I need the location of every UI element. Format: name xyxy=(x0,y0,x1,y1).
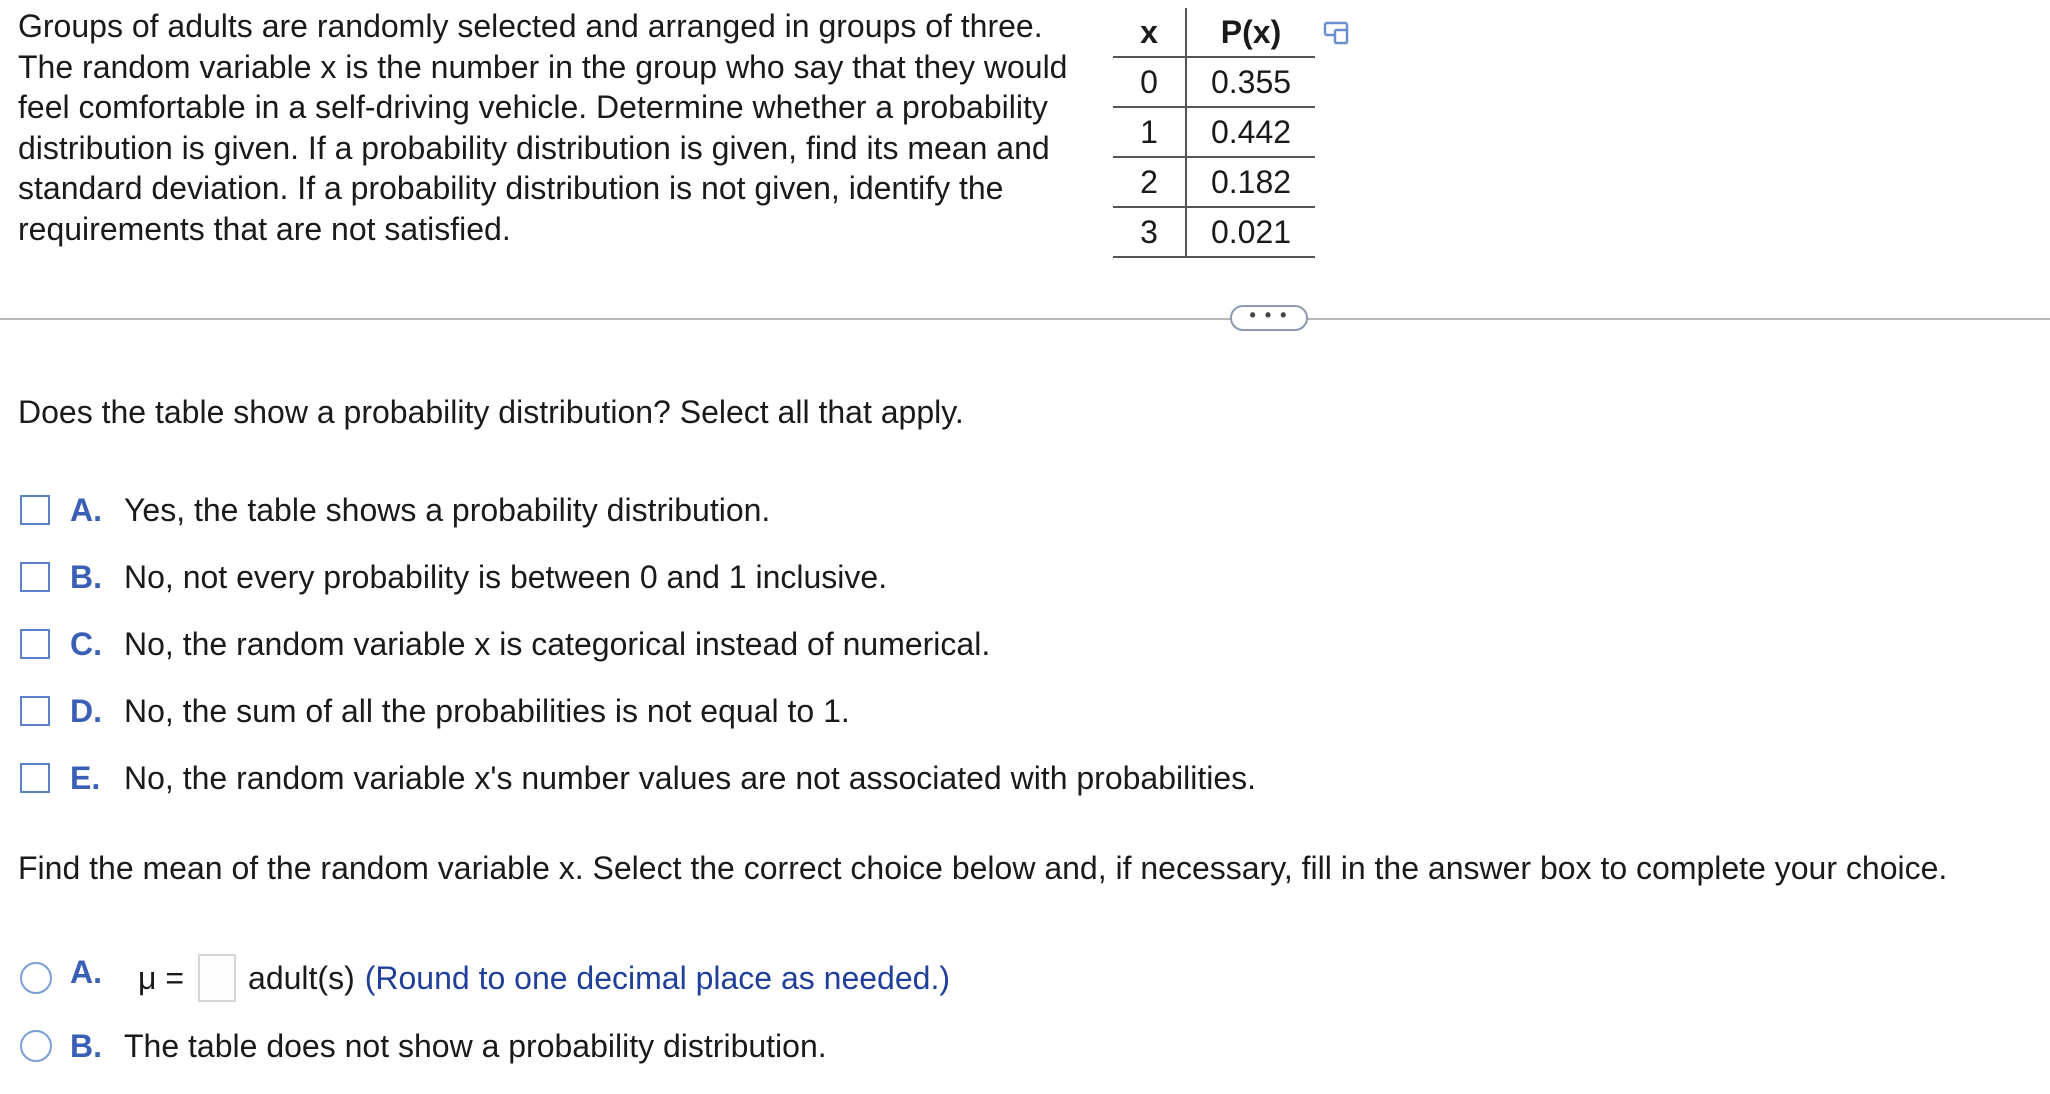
section-divider xyxy=(0,318,2050,320)
problem-text: Groups of adults are randomly selected and arranged in groups of three. The random variable x is the number in the group who say that they would feel comfortable in a self-driving vehicle. Determine whether a probability distribution is given. If a probability distribution is given, find its mean and standard deviation. If a probability distribution is not given, identify the requirements that are not satisfied. xyxy=(18,8,1068,247)
expand-more-button[interactable]: • • • xyxy=(1230,305,1308,331)
question-2-prompt: Find the mean of the random variable x. Select the correct choice below and, if necessary, fill in the answer box to complete your choice. xyxy=(18,850,1948,886)
checkbox[interactable] xyxy=(20,629,50,659)
table-row xyxy=(1113,107,1315,157)
table-cell-x: 2 xyxy=(1113,157,1186,207)
radio-button[interactable] xyxy=(20,962,52,994)
table-header-px: P(x) xyxy=(1186,8,1315,57)
option-b-radio-row[interactable] xyxy=(20,1026,827,1066)
table-cell-px: 0.182 xyxy=(1186,157,1315,207)
checkbox[interactable] xyxy=(20,763,50,793)
table-row xyxy=(1113,157,1315,207)
table-cell-x: 3 xyxy=(1113,207,1186,257)
option-text: No, the random variable x's number values are not associated with probabilities. xyxy=(124,759,1257,796)
option-text: No, the random variable x is categorical instead of numerical. xyxy=(124,625,991,662)
mean-answer-input[interactable] xyxy=(198,954,236,1002)
probability-table xyxy=(1113,8,1315,258)
checkbox[interactable] xyxy=(20,562,50,592)
table-cell-px: 0.355 xyxy=(1186,57,1315,107)
table-cell-px: 0.442 xyxy=(1186,107,1315,157)
table-header-x: x xyxy=(1113,8,1186,57)
option-a-checkbox-row[interactable] xyxy=(20,490,770,530)
option-b-checkbox-row[interactable] xyxy=(20,557,887,597)
table-cell-px: 0.021 xyxy=(1186,207,1315,257)
option-e-checkbox-row[interactable] xyxy=(20,758,1256,798)
option-text: No, the sum of all the probabilities is not equal to 1. xyxy=(124,692,850,729)
option-letter: B. xyxy=(70,558,102,595)
unit-label: adult(s) xyxy=(248,959,355,996)
checkbox[interactable] xyxy=(20,495,50,525)
option-letter: C. xyxy=(70,625,102,662)
option-d-checkbox-row[interactable] xyxy=(20,691,850,731)
option-text: Yes, the table shows a probability distribution. xyxy=(124,491,771,528)
option-letter: E. xyxy=(70,759,101,796)
radio-button[interactable] xyxy=(20,1030,52,1062)
option-letter: D. xyxy=(70,692,102,729)
table-cell-x: 0 xyxy=(1113,57,1186,107)
copy-data-icon[interactable] xyxy=(1322,20,1354,46)
checkbox[interactable] xyxy=(20,696,50,726)
table-row xyxy=(1113,57,1315,107)
option-letter: A. xyxy=(70,491,102,528)
table-cell-x: 1 xyxy=(1113,107,1186,157)
option-c-checkbox-row[interactable] xyxy=(20,624,990,664)
rounding-hint: (Round to one decimal place as needed.) xyxy=(364,959,950,996)
option-text: The table does not show a probability distribution. xyxy=(124,1027,827,1064)
question-1-prompt: Does the table show a probability distribution? Select all that apply. xyxy=(18,394,964,430)
option-a-radio-row[interactable] xyxy=(20,952,950,1004)
option-letter: A. xyxy=(70,954,102,990)
mu-label: μ = xyxy=(138,959,185,996)
table-row xyxy=(1113,207,1315,257)
table-header-row xyxy=(1113,8,1315,57)
option-letter: B. xyxy=(70,1027,102,1064)
option-text: No, not every probability is between 0 and 1 inclusive. xyxy=(124,558,888,595)
